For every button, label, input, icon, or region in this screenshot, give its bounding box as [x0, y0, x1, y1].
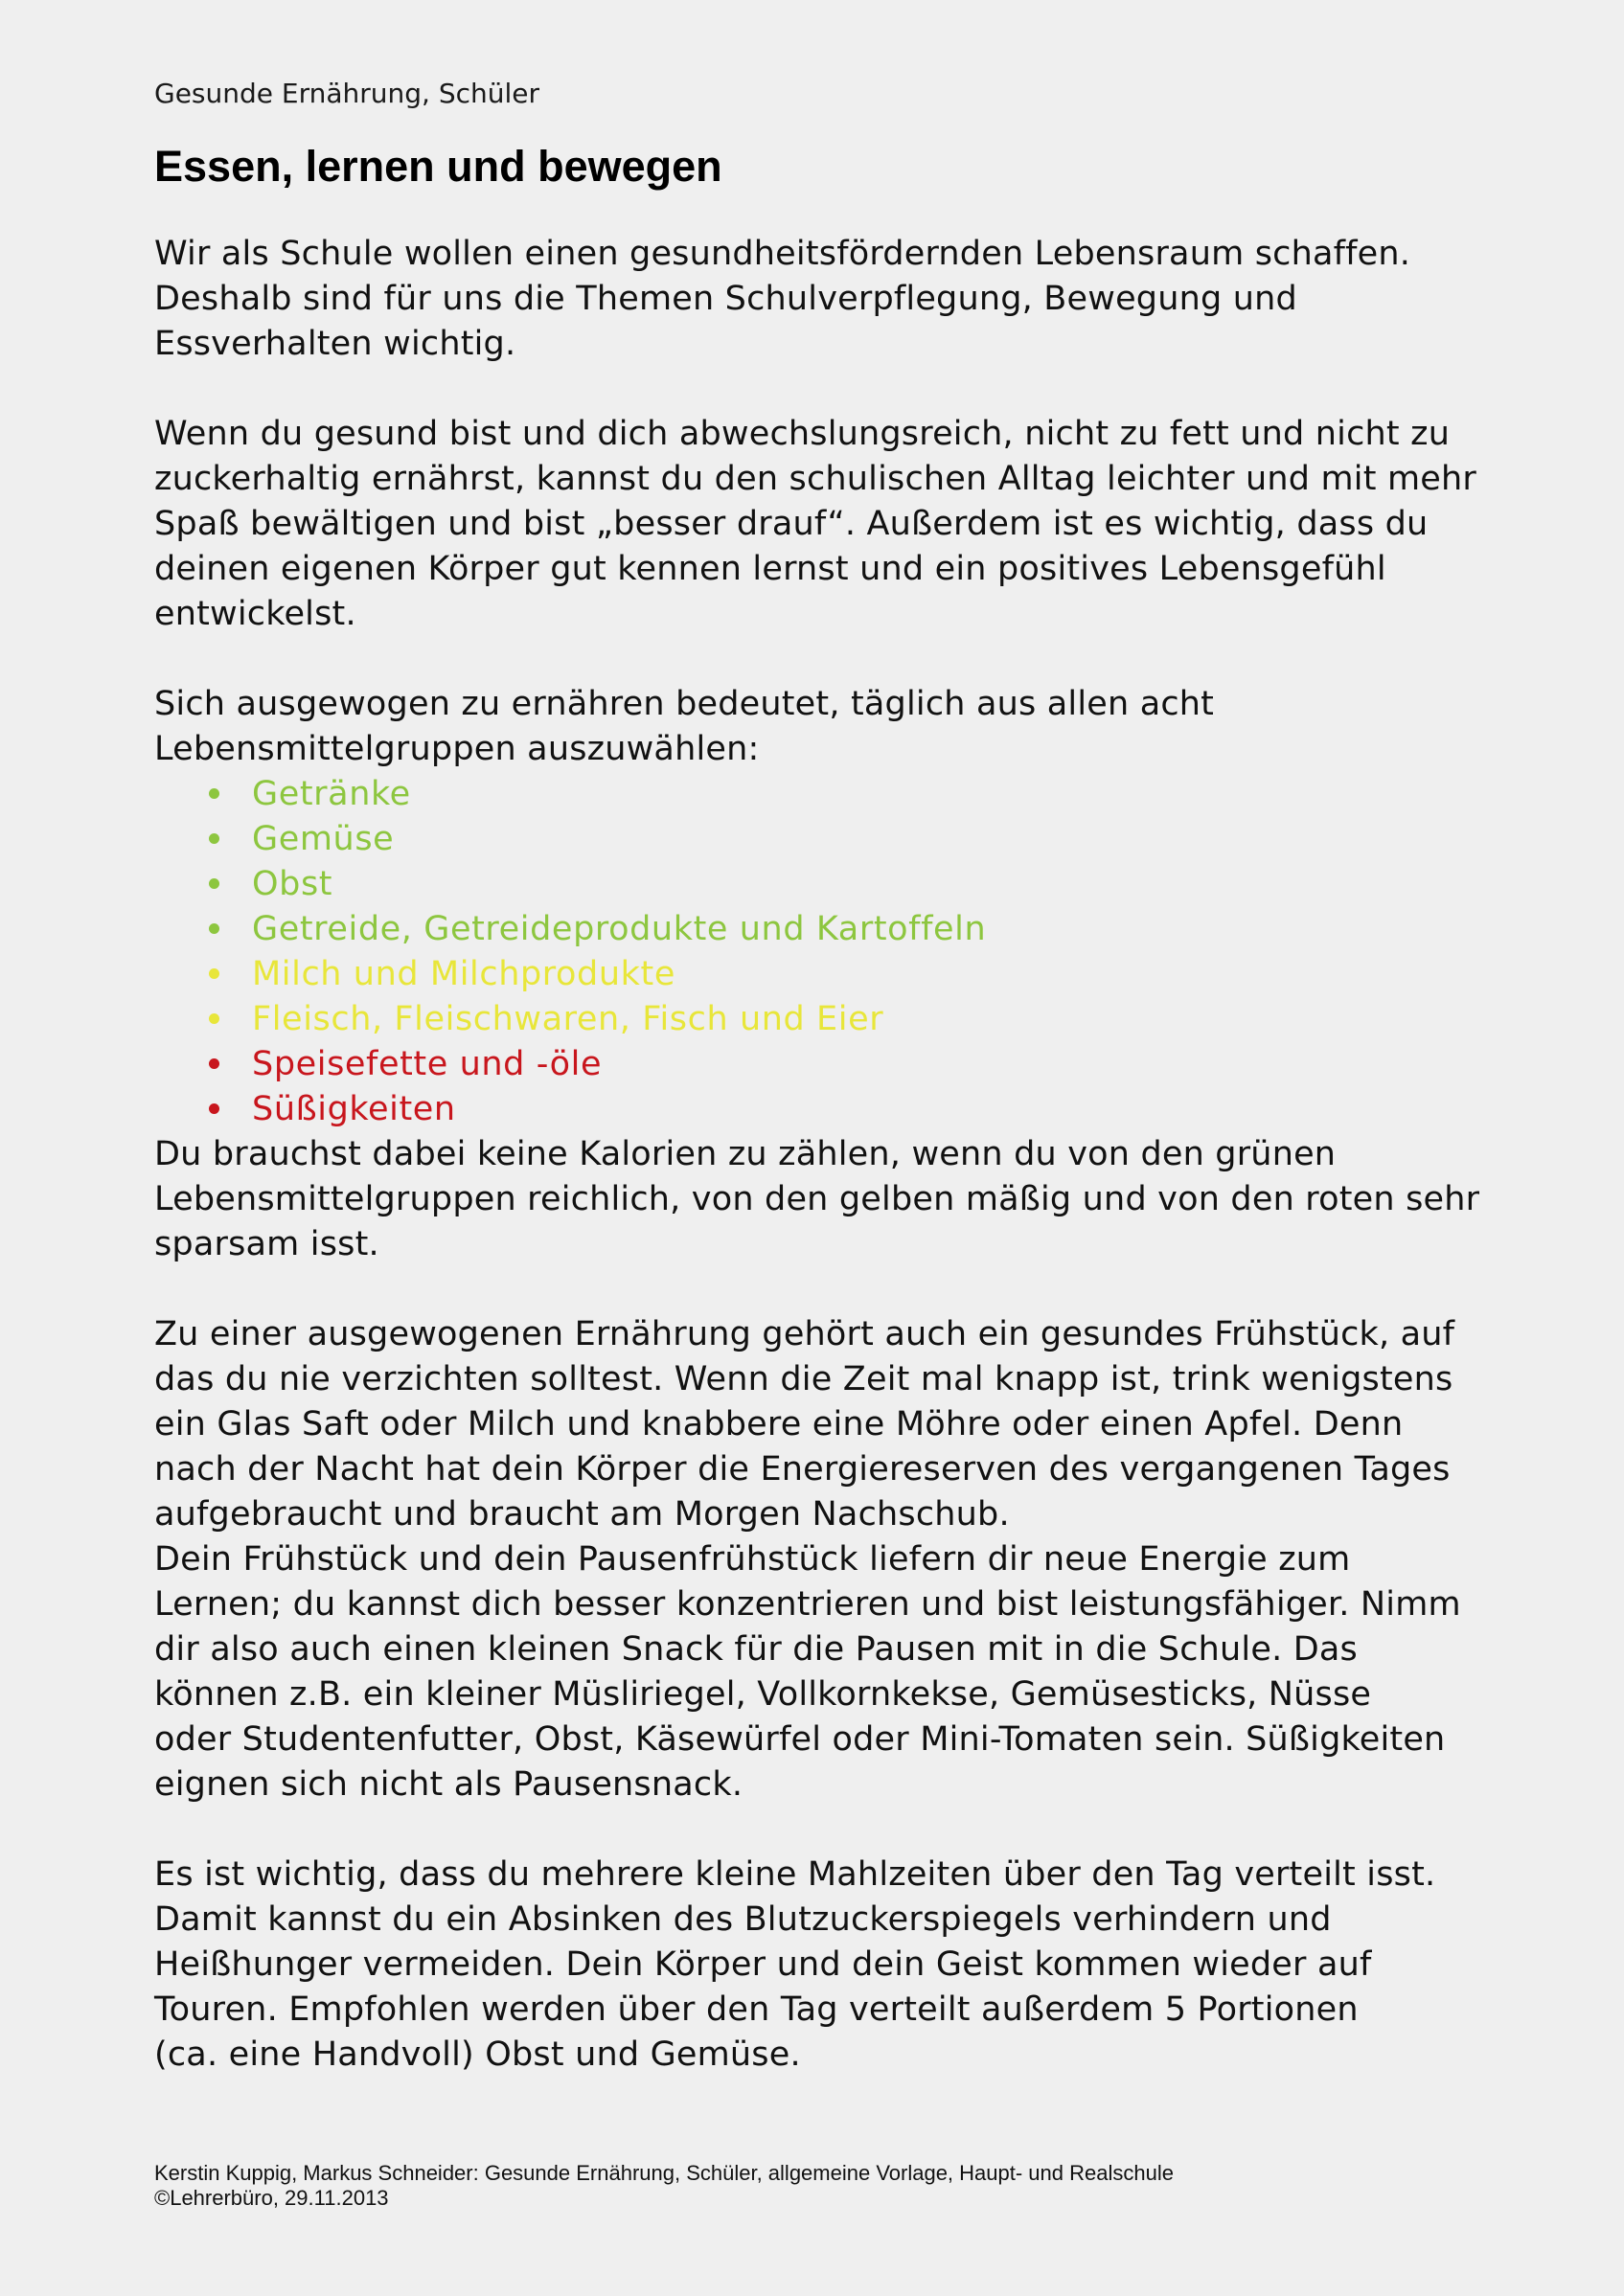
text-line: ein Glas Saft oder Milch und knabbere eine Möhre oder einen Apfel. Denn — [154, 1405, 1404, 1444]
text-line: Du brauchst dabei keine Kalorien zu zählen, wenn du von den grünen — [154, 1135, 1337, 1173]
text-line: Lebensmittelgruppen reichlich, von den gelben mäßig und von den roten sehr — [154, 1180, 1480, 1218]
document-title: Essen, lernen und bewegen — [154, 142, 722, 191]
food-group-item — [204, 772, 1496, 817]
food-group-label: Getränke — [252, 775, 411, 813]
text-line: Wir als Schule wollen einen gesundheitsfördernden Lebensraum schaffen. — [154, 235, 1411, 273]
text-line: sparsam isst. — [154, 1225, 379, 1263]
paragraph-breakfast — [154, 1312, 1496, 1807]
text-line: zuckerhaltig ernährst, kannst du den schulischen Alltag leichter und mit mehr — [154, 460, 1476, 498]
food-group-list — [154, 772, 1496, 1132]
food-group-item — [204, 862, 1496, 907]
document-content — [154, 75, 1496, 2078]
food-group-label: Süßigkeiten — [252, 1090, 456, 1128]
food-group-label: Obst — [252, 865, 333, 903]
bullet-dot-icon — [209, 788, 219, 799]
text-line: entwickelst. — [154, 595, 356, 633]
bullet-dot-icon — [209, 1013, 219, 1024]
bullet-dot-icon — [209, 968, 219, 979]
text-line: aufgebraucht und braucht am Morgen Nachschub. — [154, 1495, 1010, 1534]
footer-authors: Kerstin Kuppig, Markus Schneider: Gesunde Ernährung, Schüler, allgemeine Vorlage, Haupt- und Realschule — [154, 2161, 1174, 2185]
text-line: Wenn du gesund bist und dich abwechslungsreich, nicht zu fett und nicht zu — [154, 415, 1451, 453]
food-group-label: Fleisch, Fleischwaren, Fisch und Eier — [252, 1000, 884, 1038]
text-line: können z.B. ein kleiner Müsliriegel, Vollkornkekse, Gemüsesticks, Nüsse — [154, 1675, 1372, 1714]
text-line: das du nie verzichten solltest. Wenn die Zeit mal knapp ist, trink wenigstens — [154, 1360, 1453, 1398]
document-subject: Gesunde Ernährung, Schüler — [154, 78, 540, 109]
paragraph-health — [154, 412, 1496, 637]
food-group-item — [204, 817, 1496, 862]
food-group-item — [204, 1042, 1496, 1087]
bullet-dot-icon — [209, 833, 219, 844]
text-line: dir also auch einen kleinen Snack für die Pausen mit in die Schule. Das — [154, 1630, 1358, 1669]
food-group-label: Gemüse — [252, 820, 395, 858]
text-line: eignen sich nicht als Pausensnack. — [154, 1765, 743, 1804]
text-line: Es ist wichtig, dass du mehrere kleine Mahlzeiten über den Tag verteilt isst. — [154, 1855, 1436, 1894]
text-line: Spaß bewältigen und bist „besser drauf“. Außerdem ist es wichtig, dass du — [154, 505, 1429, 543]
bullet-dot-icon — [209, 1058, 219, 1069]
text-line: Lebensmittelgruppen auszuwählen: — [154, 730, 760, 768]
bullet-dot-icon — [209, 878, 219, 889]
text-line: Heißhunger vermeiden. Dein Körper und dein Geist kommen wieder auf — [154, 1945, 1372, 1984]
food-group-label: Milch und Milchprodukte — [252, 955, 675, 993]
text-line: Damit kannst du ein Absinken des Blutzuckerspiegels verhindern und — [154, 1900, 1332, 1939]
footer-copyright: ©Lehrerbüro, 29.11.2013 — [154, 2186, 389, 2210]
bullet-dot-icon — [209, 1103, 219, 1114]
text-line: Touren. Empfohlen werden über den Tag verteilt außerdem 5 Portionen — [154, 1990, 1359, 2029]
paragraph-meals — [154, 1853, 1496, 2078]
text-line: Essverhalten wichtig. — [154, 325, 516, 363]
text-line: Deshalb sind für uns die Themen Schulverpflegung, Bewegung und — [154, 280, 1297, 318]
text-line: Sich ausgewogen zu ernähren bedeutet, täglich aus allen acht — [154, 685, 1215, 723]
paragraph-intro — [154, 232, 1496, 367]
food-group-item — [204, 952, 1496, 997]
text-line: oder Studentenfutter, Obst, Käsewürfel oder Mini-Tomaten sein. Süßigkeiten — [154, 1720, 1446, 1759]
text-line: Dein Frühstück und dein Pausenfrühstück liefern dir neue Energie zum — [154, 1540, 1351, 1579]
food-group-label: Getreide, Getreideprodukte und Kartoffeln — [252, 910, 987, 948]
food-group-item — [204, 997, 1496, 1042]
text-line: Lernen; du kannst dich besser konzentrieren und bist leistungsfähiger. Nimm — [154, 1585, 1461, 1624]
document-footer — [154, 2161, 1174, 2211]
food-group-item — [204, 1087, 1496, 1132]
paragraph-food-groups — [154, 682, 1496, 1267]
text-line: deinen eigenen Körper gut kennen lernst und ein positives Lebensgefühl — [154, 550, 1386, 588]
text-line: nach der Nacht hat dein Körper die Energiereserven des vergangenen Tages — [154, 1450, 1451, 1489]
text-line: (ca. eine Handvoll) Obst und Gemüse. — [154, 2035, 801, 2074]
food-group-label: Speisefette und -öle — [252, 1045, 603, 1083]
food-group-item — [204, 907, 1496, 952]
text-line: Zu einer ausgewogenen Ernährung gehört auch ein gesundes Frühstück, auf — [154, 1315, 1455, 1353]
bullet-dot-icon — [209, 923, 219, 934]
